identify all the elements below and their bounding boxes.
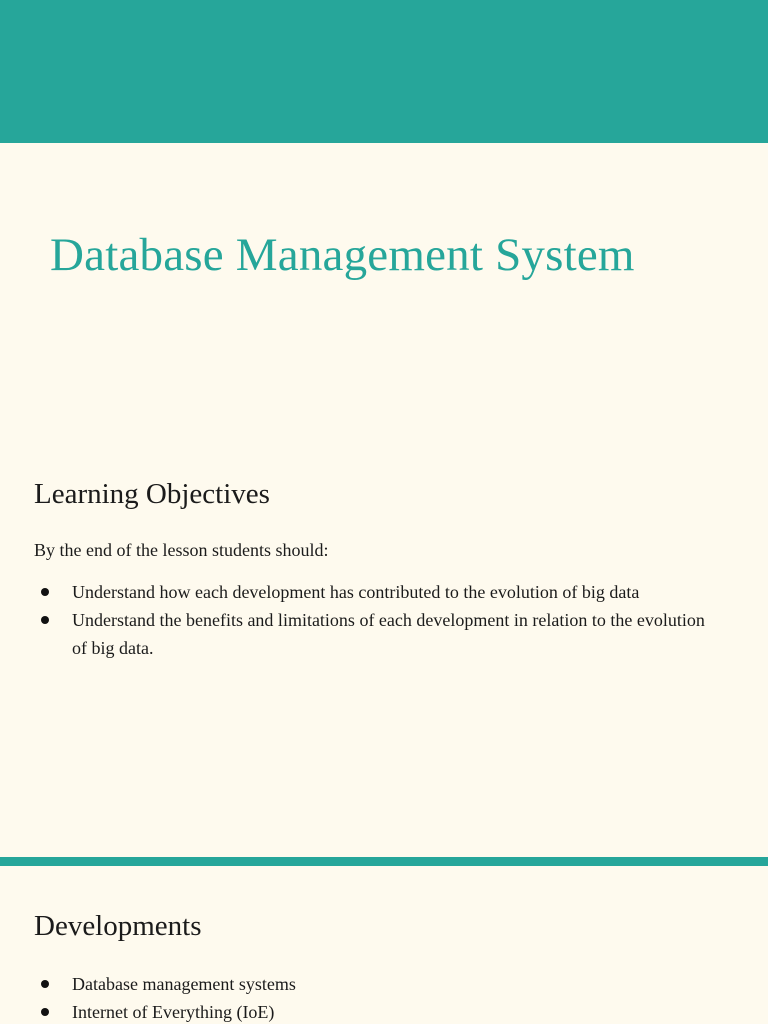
bullet-icon <box>41 980 49 988</box>
developments-heading: Developments <box>34 910 202 942</box>
slide-divider <box>0 857 768 866</box>
list-item <box>34 970 724 998</box>
objectives-intro: By the end of the lesson students should: <box>34 540 329 560</box>
list-item <box>34 998 724 1024</box>
list-item <box>34 606 724 662</box>
objectives-list <box>34 578 724 662</box>
list-item-text: Understand the benefits and limitations of each development in relation to the evolution of big data. <box>72 610 705 658</box>
bullet-icon <box>41 1008 49 1016</box>
page-title: Database Management System <box>50 229 635 281</box>
learning-objectives-heading: Learning Objectives <box>34 478 270 510</box>
list-item-text: Internet of Everything (IoE) <box>72 1002 275 1022</box>
list-item-text: Understand how each development has contributed to the evolution of big data <box>72 582 640 602</box>
bullet-icon <box>41 616 49 624</box>
developments-list <box>34 970 724 1024</box>
list-item <box>34 578 724 606</box>
header-band <box>0 0 768 143</box>
list-item-text: Database management systems <box>72 974 296 994</box>
bullet-icon <box>41 588 49 596</box>
